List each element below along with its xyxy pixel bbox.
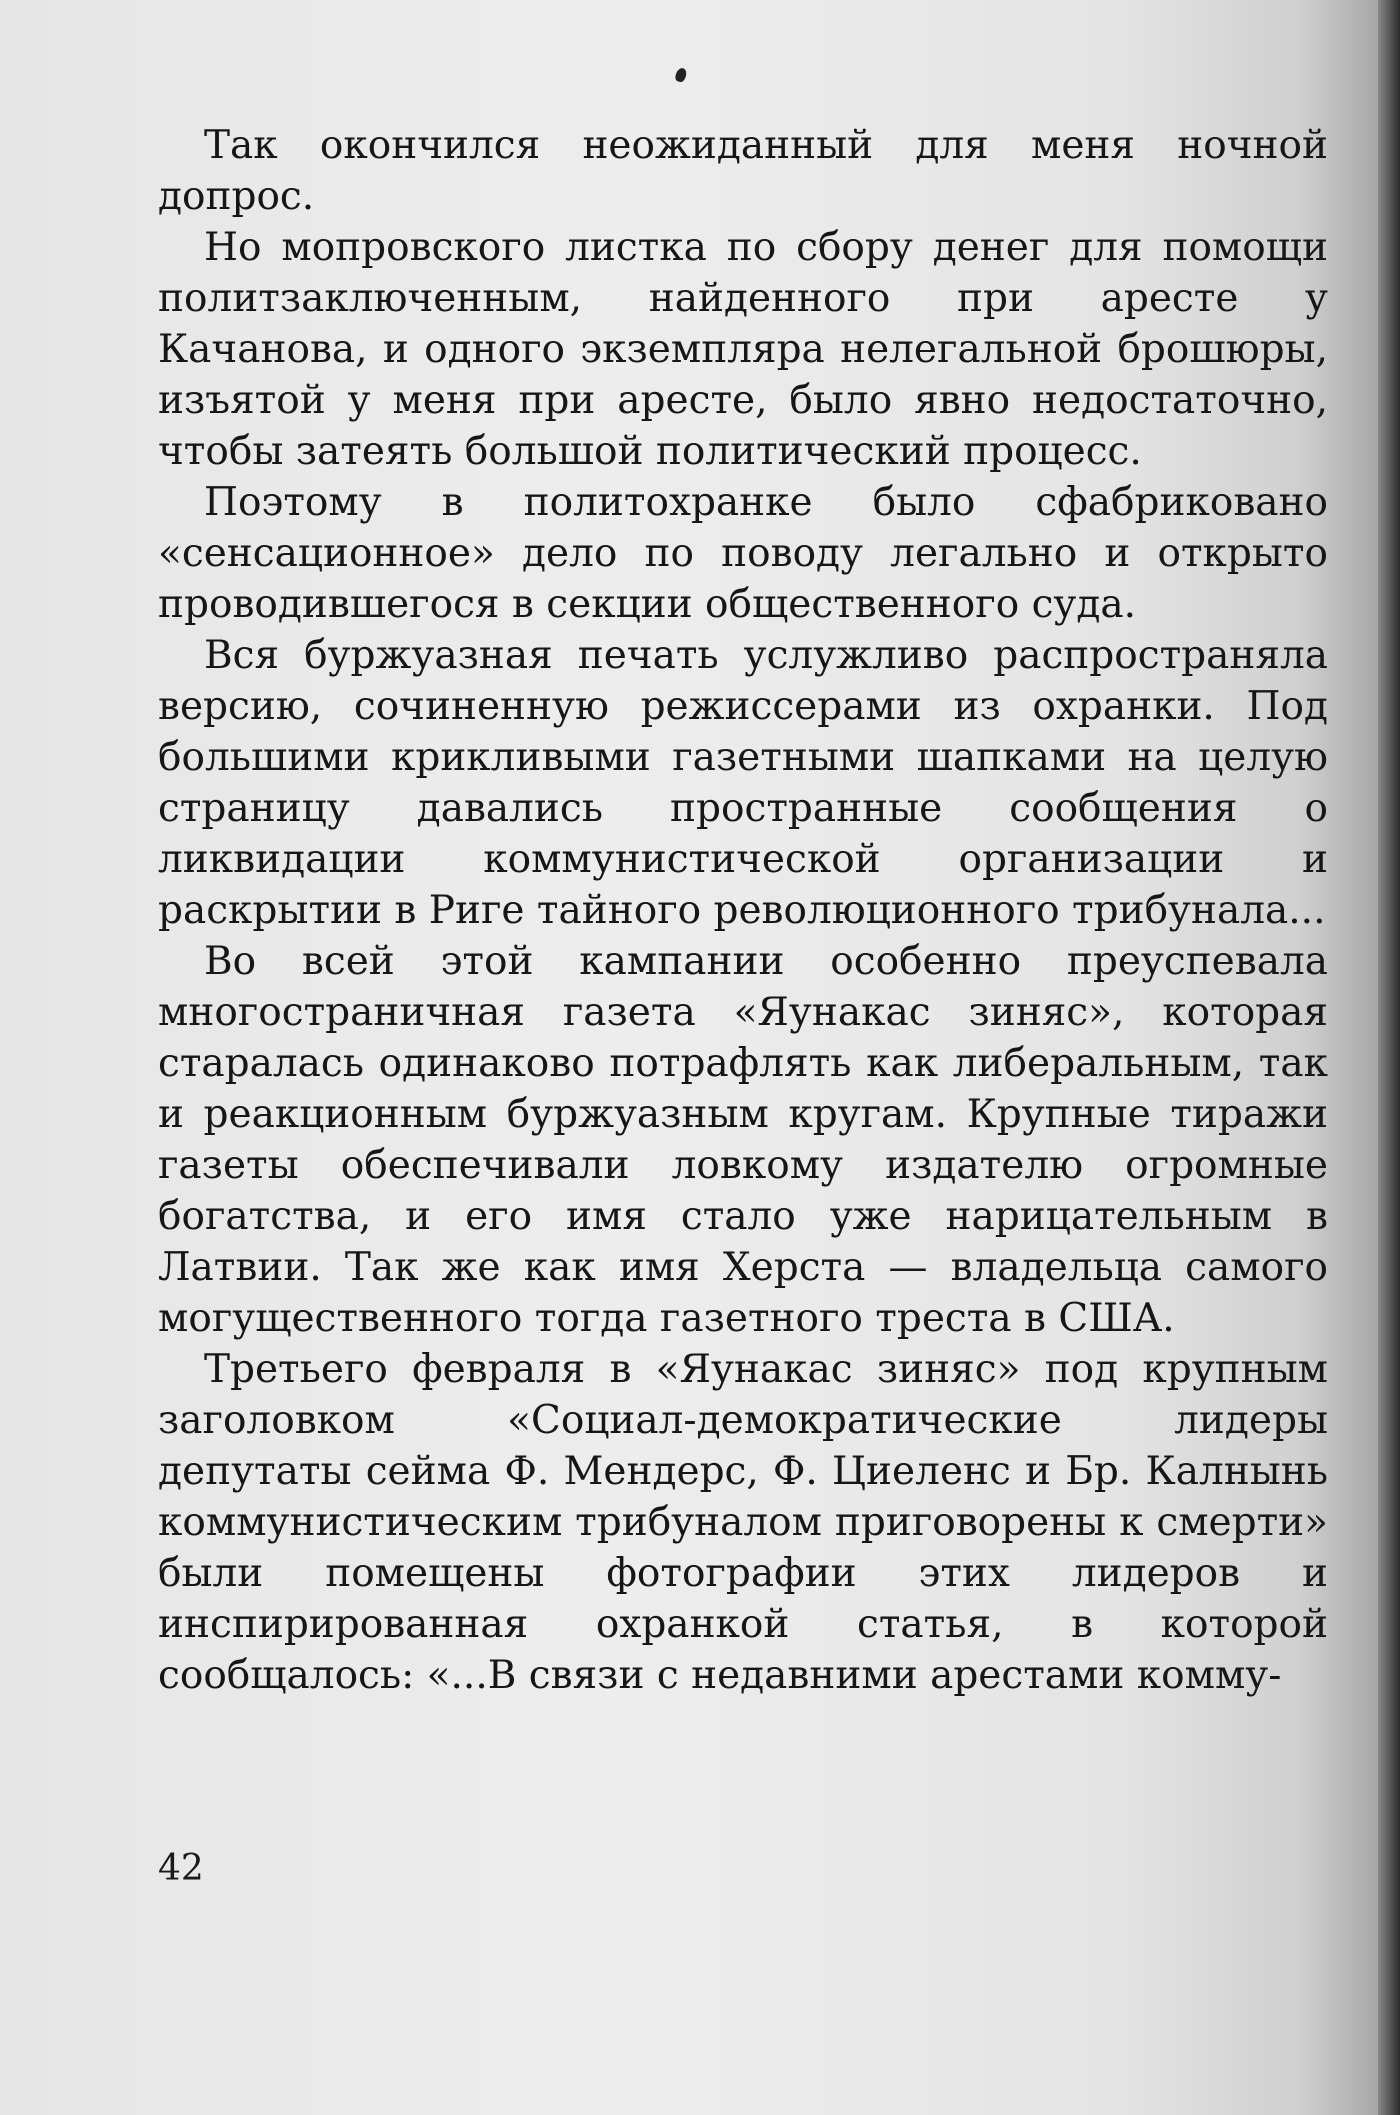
ink-mark [674,67,688,84]
page-edge-shadow [1378,0,1400,2115]
paragraph: Третьего февраля в «Яунакас зиняс» под крупным заголовком «Социал-демократические лидеры депутаты сейма Ф. Мендерс, Ф. Циеленс и Бр. Калнынь коммунистическим трибуналом приговорены к смерти» были помещены фотографии этих лидеров и инспирированная охранкой статья, в которой сообщалось: «...В связи с недавними арестами комму- [158,1347,1328,1698]
page-number: 42 [158,1848,204,1889]
paragraph: Так окончился неожиданный для меня ночной допрос. [158,123,1328,219]
paragraph: Во всей этой кампании особенно преуспевала многостраничная газета «Яунакас зиняс», которая старалась одинаково потрафлять как либеральным, так и реакционным буржуазным кругам. Крупные тиражи газеты обеспечивали ловкому издателю огромные богатства, и его имя стало уже нарицательным в Латвии. Так же как имя Херста — владельца самого могущественного тогда газетного треста в США. [158,939,1328,1341]
body-text [158,120,1328,1701]
paragraph: Поэтому в политохранке было сфабриковано «сенсационное» дело по поводу легально и открыто проводившегося в секции общественного суда. [158,480,1328,627]
paragraph: Но мопровского листка по сбору денег для помощи политзаключенным, найденного при аресте у Качанова, и одного экземпляра нелегальной брошюры, изъятой у меня при аресте, было явно недостаточно, чтобы затеять большой политический процесс. [158,225,1328,474]
paragraph: Вся буржуазная печать услужливо распространяла версию, сочиненную режиссерами из охранки. Под большими крикливыми газетными шапками на целую страницу давались пространные сообщения о ликвидации коммунистической организации и раскрытии в Риге тайного революционного трибунала... [158,633,1328,933]
